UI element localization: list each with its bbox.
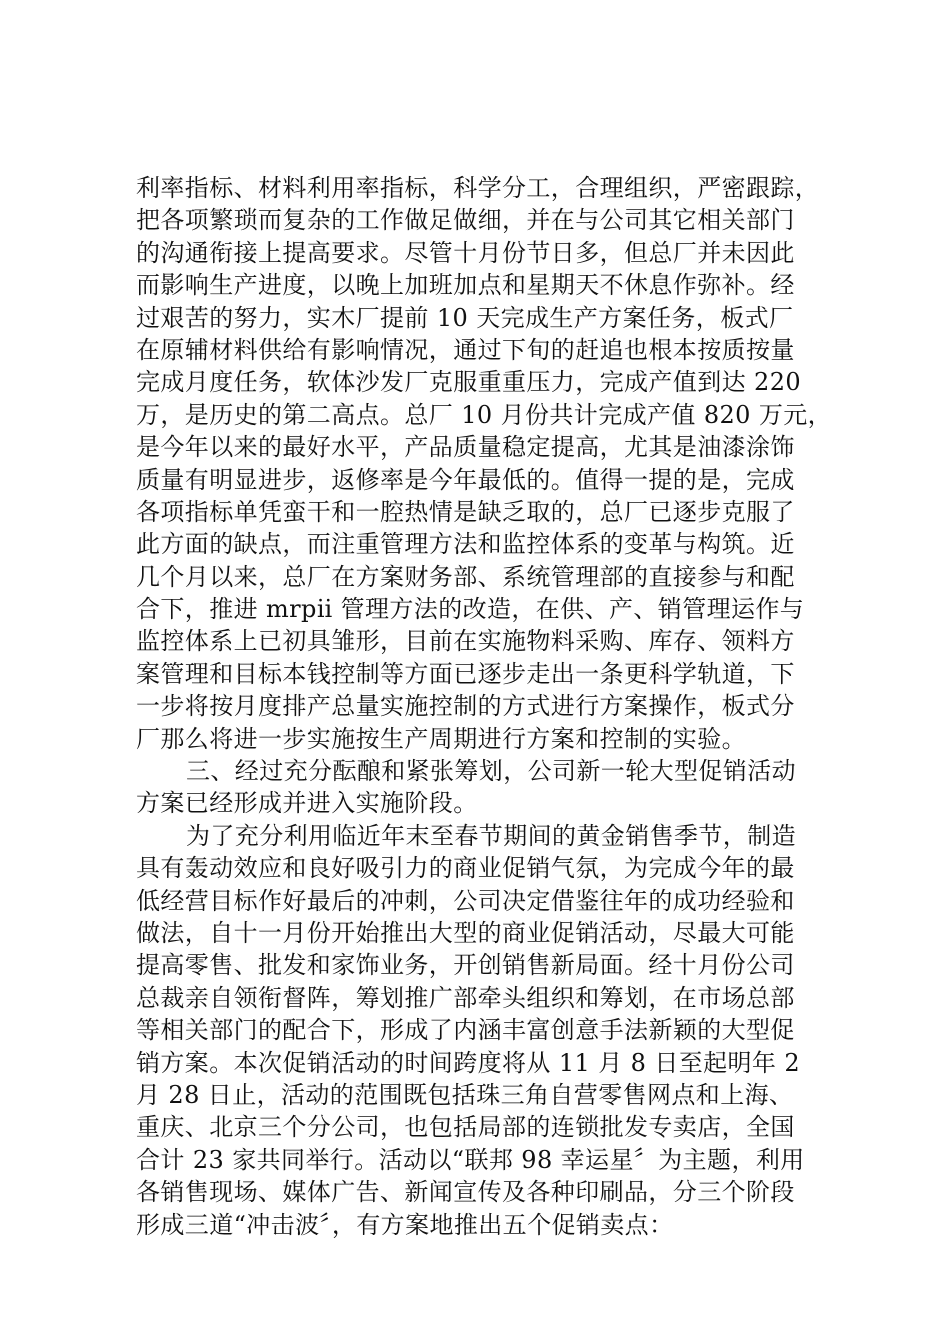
text-line: 一步将按月度排产总量实施控制的方式进行方案操作，板式分 [136,692,795,721]
text-line: 各销售现场、媒体广告、新闻宣传及各种印刷品，分三个阶段 [136,1178,795,1207]
text-line: 具有轰动效应和良好吸引力的商业促销气氛，为完成今年的最 [136,854,795,883]
text-line: 总裁亲自领衔督阵，筹划推广部牵头组织和筹划，在市场总部 [136,983,795,1012]
text-line: 利率指标、材料利用率指标，科学分工，合理组织，严密跟踪， [136,174,820,202]
text-line: 把各项繁琐而复杂的工作做足做细，并在与公司其它相关部门 [136,206,795,235]
paragraph-start-line: 为了充分利用临近年末至春节期间的黄金销售季节，制造 [186,821,796,850]
text-line: 的沟通衔接上提高要求。尽管十月份节日多，但总厂并未因此 [136,238,795,267]
text-line: 而影响生产进度，以晚上加班加点和星期天不休息作弥补。经 [136,271,795,300]
text-line: 是今年以来的最好水平，产品质量稳定提高，尤其是油漆涂饰 [136,433,795,462]
text-line: 万，是历史的第二高点。总厂 10 月份共计完成产值 820 万元， [136,400,833,429]
text-line: 提高零售、批发和家饰业务，开创销售新局面。经十月份公司 [136,951,795,980]
text-line: 做法，自十一月份开始推出大型的商业促销活动，尽最大可能 [136,918,795,947]
text-line: 监控体系上已初具雏形，目前在实施物料采购、库存、领料方 [136,627,795,656]
text-line: 此方面的缺点，而注重管理方法和监控体系的变革与构筑。近 [136,530,795,559]
text-line: 月 28 日止，活动的范围既包括珠三角自营零售网点和上海、 [136,1080,794,1109]
document-body [136,172,836,1241]
section-heading-line: 方案已经形成并进入实施阶段。 [136,789,478,818]
text-line: 质量有明显进步，返修率是今年最低的。值得一提的是，完成 [136,465,795,494]
text-line: 销方案。本次促销活动的时间跨度将从 11 月 8 日至起明年 2 [136,1048,801,1077]
text-line: 重庆、北京三个分公司，也包括局部的连锁批发专卖店，全国 [136,1113,795,1142]
section-heading-line: 三、经过充分酝酿和紧张筹划，公司新一轮大型促销活动 [186,757,796,786]
text-line: 合下，推进 mrpⅱ 管理方法的改造，在供、产、销管理运作与 [136,595,805,624]
text-line: 过艰苦的努力，实木厂提前 10 天完成生产方案任务，板式厂 [136,303,794,332]
text-line: 合计 23 家共同举行。活动以“联邦 98 幸运星〞为主题，利用 [136,1145,805,1174]
text-line: 各项指标单凭蛮干和一腔热情是缺乏取的，总厂已逐步克服了 [136,497,795,526]
text-line: 在原辅材料供给有影响情况，通过下旬的赶追也根本按质按量 [136,335,795,364]
text-line: 低经营目标作好最后的冲刺，公司决定借鉴往年的成功经验和 [136,886,795,915]
text-line: 案管理和目标本钱控制等方面已逐步走出一条更科学轨道，下 [136,659,795,688]
text-line: 等相关部门的配合下，形成了内涵丰富创意手法新颖的大型促 [136,1016,795,1045]
text-line: 形成三道“冲击波〞，有方案地推出五个促销卖点： [136,1210,674,1239]
text-line: 厂那么将进一步实施按生产周期进行方案和控制的实验。 [136,724,746,753]
text-line: 几个月以来，总厂在方案财务部、系统管理部的直接参与和配 [136,562,795,591]
text-line: 完成月度任务，软体沙发厂克服重重压力，完成产值到达 220 [136,368,802,397]
